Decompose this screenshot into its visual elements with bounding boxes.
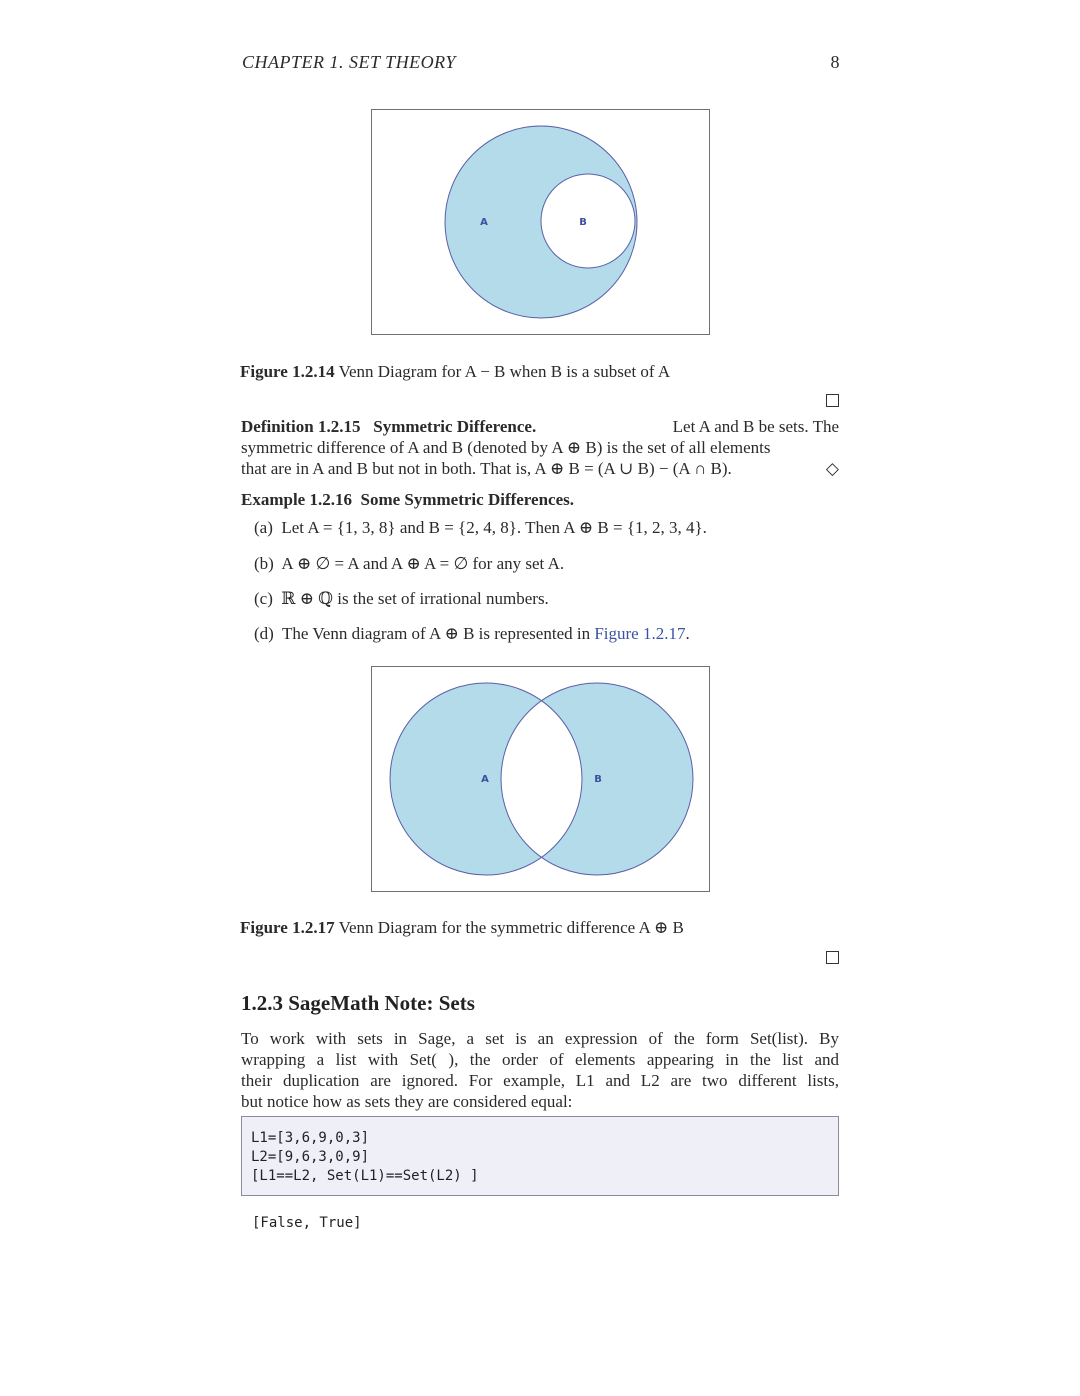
section-title: 1.2.3 SageMath Note: Sets [241,991,475,1015]
item-marker: (a) [254,518,273,537]
code-line: L2=[9,6,3,0,9] [251,1149,370,1165]
end-of-figure-mark [826,394,839,407]
code-line: L1=[3,6,9,0,3] [251,1130,370,1146]
item-text: The Venn diagram of A ⊕ B is represented in [282,624,591,643]
caption-label: Figure 1.2.17 [240,918,335,937]
label-a: A [481,774,489,785]
figure-caption [240,917,684,938]
example-title: Some Symmetric Differences. [360,490,575,509]
example-heading [241,489,574,510]
figure-1-2-14 [371,109,710,335]
paragraph-line: To work with sets in Sage, a set is an expression of the form Set(list). By [241,1029,839,1048]
list-item [254,623,690,644]
label-b: B [579,217,587,228]
definition-text-3: that are in A and B but not in both. That is, A ⊕ B = (A ∪ B) − (A ∩ B). [241,459,732,478]
section-paragraph [241,1028,839,1112]
caption-text: Venn Diagram for the symmetric difference A ⊕ B [338,918,684,937]
code-cell[interactable] [241,1116,839,1196]
definition-title: Symmetric Difference. [373,417,537,436]
caption-text: Venn Diagram for A − B when B is a subset of A [338,362,671,381]
chapter-title: CHAPTER 1. SET THEORY [242,52,456,72]
example-label: Example 1.2.16 [241,490,352,509]
definition-text-1: Let A and B be sets. The [672,417,839,436]
definition-label: Definition 1.2.15 [241,417,361,436]
label-a: A [480,217,488,228]
item-tail: . [685,624,690,643]
figure-link[interactable]: Figure 1.2.17 [594,624,686,643]
code-output: [False, True] [252,1215,362,1231]
definition-block [241,416,839,479]
figure-caption [240,361,670,382]
running-head [242,52,840,76]
venn-diagram-symmetric-difference [372,667,709,891]
list-item [254,588,549,609]
figure-1-2-17 [371,666,710,892]
page-number: 8 [830,52,840,72]
code-line: [L1==L2, Set(L1)==Set(L2) ] [251,1168,479,1184]
item-marker: (b) [254,554,274,573]
label-b: B [594,774,602,785]
definition-end-mark: ◇ [825,459,839,478]
item-marker: (c) [254,589,273,608]
list-item [254,517,707,538]
caption-label: Figure 1.2.14 [240,362,335,381]
paragraph-line: but notice how as sets they are considered equal: [241,1092,573,1111]
item-text: Let A = {1, 3, 8} and B = {2, 4, 8}. Then A ⊕ B = {1, 2, 3, 4}. [281,518,707,537]
item-text: ℝ ⊕ ℚ is the set of irrational numbers. [281,589,549,608]
venn-diagram-subset [372,110,709,334]
item-text: A ⊕ ∅ = A and A ⊕ A = ∅ for any set A. [281,554,565,573]
item-marker: (d) [254,624,274,643]
end-of-figure-mark [826,951,839,964]
circle-b [541,174,635,268]
definition-line-3 [241,458,839,479]
definition-text-2: symmetric difference of A and B (denoted by A ⊕ B) is the set of all elements [241,438,771,457]
paragraph-line: their duplication are ignored. For example, L1 and L2 are two different lists, [241,1071,839,1090]
paragraph-line: wrapping a list with Set( ), the order of elements appearing in the list and [241,1050,839,1069]
definition-line-1 [241,416,839,437]
list-item [254,553,564,574]
